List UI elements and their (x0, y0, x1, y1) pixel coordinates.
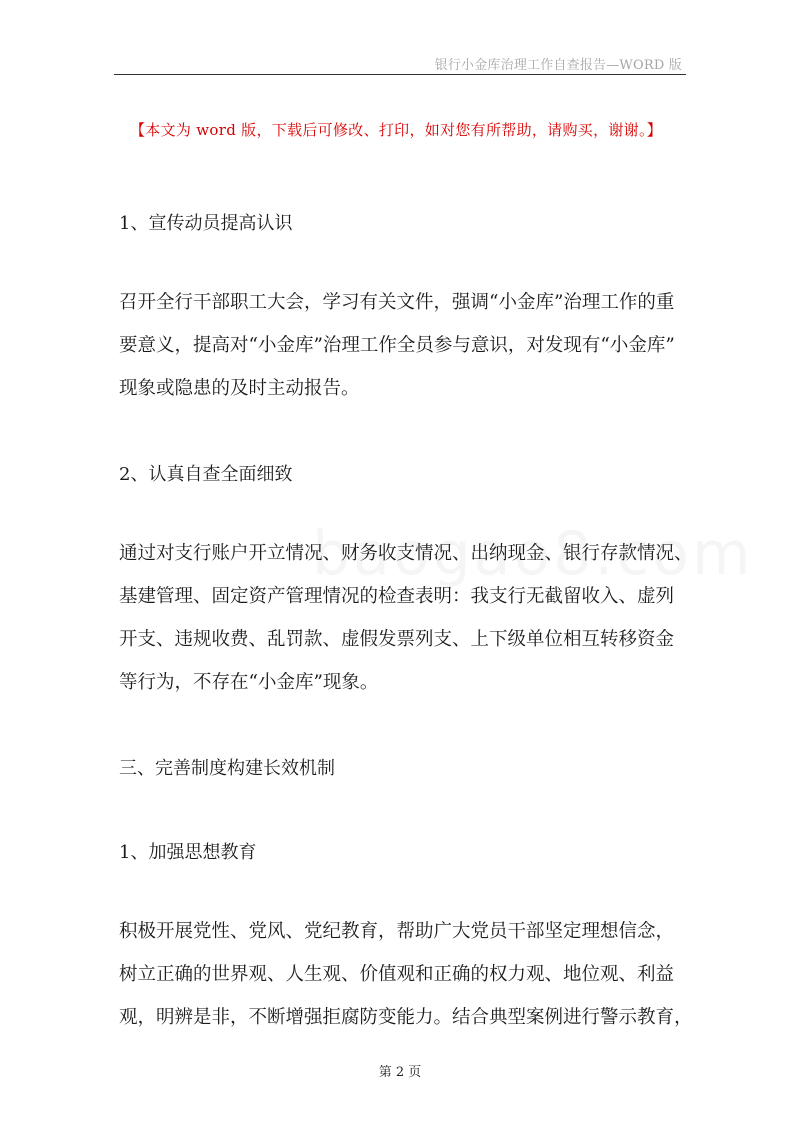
section-heading-self-check: 2、认真自查全面细致 (119, 464, 293, 485)
paragraph-line: 等行为，不存在“小金库”现象。 (119, 672, 379, 693)
paragraph-education (119, 920, 693, 1049)
paragraph-publicity (119, 291, 693, 420)
page-number: 第 2 页 (378, 1065, 422, 1080)
paragraph-line: 观，明辨是非，不断增强拒腐防变能力。结合典型案例进行警示教育， (119, 1007, 693, 1028)
section-heading-education: 1、加强思想教育 (119, 842, 257, 863)
paragraph-line: 树立正确的世界观、人生观、价值观和正确的权力观、地位观、利益 (119, 964, 675, 985)
purchase-notice: 【本文为 word 版，下载后可修改、打印，如对您有所帮助，请购买，谢谢。】 (130, 121, 663, 139)
paragraph-line: 通过对支行账户开立情况、财务收支情况、出纳现金、银行存款情况、 (119, 543, 693, 564)
paragraph-line: 要意义，提高对“小金库”治理工作全员参与意识，对发现有“小金库” (119, 335, 675, 356)
section-heading-mechanism: 三、完善制度构建长效机制 (119, 758, 335, 779)
section-heading-publicity: 1、宣传动员提高认识 (119, 213, 293, 234)
paragraph-line: 现象或隐患的及时主动报告。 (119, 378, 360, 399)
paragraph-line: 积极开展党性、党风、党纪教育，帮助广大党员干部坚定理想信念， (119, 921, 675, 942)
running-title: 银行小金库治理工作自查报告—WORD 版 (434, 58, 682, 73)
header-divider (114, 74, 686, 75)
paragraph-line: 召开全行干部职工大会，学习有关文件，强调“小金库”治理工作的重 (119, 292, 675, 313)
paragraph-line: 开支、违规收费、乱罚款、虚假发票列支、上下级单位相互转移资金 (119, 629, 675, 650)
paragraph-line: 基建管理、固定资产管理情况的检查表明：我支行无截留收入、虚列 (119, 586, 675, 607)
paragraph-self-check (119, 542, 693, 714)
